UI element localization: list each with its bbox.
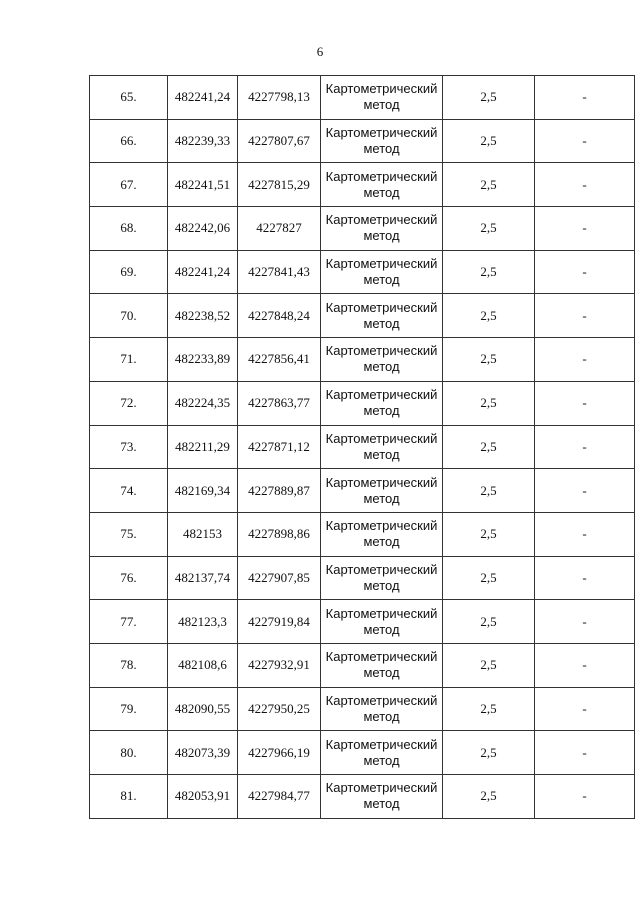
precision-cell: 2,5 (443, 512, 535, 556)
y-coordinate-cell: 4227907,85 (238, 556, 321, 600)
method-cell (321, 425, 443, 469)
y-coordinate-cell: 4227932,91 (238, 643, 321, 687)
method-cell (321, 76, 443, 120)
y-coordinate-cell: 4227919,84 (238, 600, 321, 644)
table-row (90, 250, 635, 294)
method-cell (321, 556, 443, 600)
x-coordinate-cell: 482242,06 (168, 207, 238, 251)
x-coordinate-cell: 482073,39 (168, 731, 238, 775)
method-line-1: Картометрический (325, 387, 438, 403)
method-line-1: Картометрический (325, 561, 438, 577)
table-row (90, 687, 635, 731)
table-row (90, 600, 635, 644)
method-line-1: Картометрический (325, 518, 438, 534)
description-cell: - (535, 556, 635, 600)
point-number-cell: 77. (90, 600, 168, 644)
method-cell (321, 163, 443, 207)
method-line-2: метод (363, 446, 400, 462)
x-coordinate-cell: 482241,24 (168, 76, 238, 120)
description-cell: - (535, 250, 635, 294)
description-cell: - (535, 731, 635, 775)
description-cell: - (535, 512, 635, 556)
method-line-2: метод (363, 141, 400, 157)
method-line-2: метод (363, 315, 400, 331)
precision-cell: 2,5 (443, 207, 535, 251)
point-number-cell: 76. (90, 556, 168, 600)
y-coordinate-cell: 4227966,19 (238, 731, 321, 775)
x-coordinate-cell: 482241,24 (168, 250, 238, 294)
description-cell: - (535, 600, 635, 644)
table-row (90, 425, 635, 469)
method-line-2: метод (363, 359, 400, 375)
description-cell: - (535, 207, 635, 251)
method-line-2: метод (363, 97, 400, 113)
precision-cell: 2,5 (443, 687, 535, 731)
method-line-2: метод (363, 708, 400, 724)
table-row (90, 294, 635, 338)
point-number-cell: 66. (90, 119, 168, 163)
method-line-1: Картометрический (325, 736, 438, 752)
description-cell: - (535, 119, 635, 163)
y-coordinate-cell: 4227871,12 (238, 425, 321, 469)
x-coordinate-cell: 482238,52 (168, 294, 238, 338)
method-cell (321, 731, 443, 775)
method-line-2: метод (363, 752, 400, 768)
precision-cell: 2,5 (443, 338, 535, 382)
method-line-1: Картометрический (325, 343, 438, 359)
x-coordinate-cell: 482211,29 (168, 425, 238, 469)
table-row (90, 512, 635, 556)
x-coordinate-cell: 482169,34 (168, 469, 238, 513)
method-line-1: Картометрический (325, 780, 438, 796)
method-cell (321, 338, 443, 382)
y-coordinate-cell: 4227889,87 (238, 469, 321, 513)
y-coordinate-cell: 4227950,25 (238, 687, 321, 731)
table-row (90, 338, 635, 382)
method-line-2: метод (363, 490, 400, 506)
y-coordinate-cell: 4227848,24 (238, 294, 321, 338)
x-coordinate-cell: 482153 (168, 512, 238, 556)
table-row (90, 469, 635, 513)
method-line-2: метод (363, 665, 400, 681)
method-line-2: метод (363, 796, 400, 812)
point-number-cell: 80. (90, 731, 168, 775)
precision-cell: 2,5 (443, 250, 535, 294)
coordinates-table-body (90, 76, 635, 819)
description-cell: - (535, 775, 635, 819)
method-cell (321, 381, 443, 425)
point-number-cell: 78. (90, 643, 168, 687)
y-coordinate-cell: 4227798,13 (238, 76, 321, 120)
precision-cell: 2,5 (443, 163, 535, 207)
x-coordinate-cell: 482123,3 (168, 600, 238, 644)
method-line-1: Картометрический (325, 256, 438, 272)
page-number: 6 (316, 44, 324, 59)
description-cell: - (535, 469, 635, 513)
method-cell (321, 294, 443, 338)
point-number-cell: 65. (90, 76, 168, 120)
method-line-1: Картометрический (325, 430, 438, 446)
y-coordinate-cell: 4227984,77 (238, 775, 321, 819)
method-line-1: Картометрический (325, 168, 438, 184)
description-cell: - (535, 381, 635, 425)
precision-cell: 2,5 (443, 731, 535, 775)
description-cell: - (535, 163, 635, 207)
precision-cell: 2,5 (443, 294, 535, 338)
x-coordinate-cell: 482090,55 (168, 687, 238, 731)
y-coordinate-cell: 4227841,43 (238, 250, 321, 294)
precision-cell: 2,5 (443, 775, 535, 819)
method-line-1: Картометрический (325, 81, 438, 97)
x-coordinate-cell: 482137,74 (168, 556, 238, 600)
method-line-2: метод (363, 403, 400, 419)
point-number-cell: 70. (90, 294, 168, 338)
table-row (90, 119, 635, 163)
method-line-1: Картометрический (325, 125, 438, 141)
y-coordinate-cell: 4227807,67 (238, 119, 321, 163)
point-number-cell: 74. (90, 469, 168, 513)
x-coordinate-cell: 482233,89 (168, 338, 238, 382)
coordinates-table (89, 75, 635, 819)
precision-cell: 2,5 (443, 381, 535, 425)
description-cell: - (535, 294, 635, 338)
method-cell (321, 512, 443, 556)
precision-cell: 2,5 (443, 119, 535, 163)
method-line-2: метод (363, 228, 400, 244)
method-line-2: метод (363, 621, 400, 637)
precision-cell: 2,5 (443, 556, 535, 600)
method-line-1: Картометрический (325, 474, 438, 490)
x-coordinate-cell: 482108,6 (168, 643, 238, 687)
point-number-cell: 79. (90, 687, 168, 731)
table-row (90, 556, 635, 600)
method-cell (321, 600, 443, 644)
method-line-1: Картометрический (325, 692, 438, 708)
y-coordinate-cell: 4227827 (238, 207, 321, 251)
description-cell: - (535, 643, 635, 687)
description-cell: - (535, 76, 635, 120)
y-coordinate-cell: 4227898,86 (238, 512, 321, 556)
y-coordinate-cell: 4227856,41 (238, 338, 321, 382)
y-coordinate-cell: 4227863,77 (238, 381, 321, 425)
table-row (90, 76, 635, 120)
point-number-cell: 69. (90, 250, 168, 294)
precision-cell: 2,5 (443, 76, 535, 120)
method-line-1: Картометрический (325, 212, 438, 228)
x-coordinate-cell: 482239,33 (168, 119, 238, 163)
method-cell (321, 469, 443, 513)
method-line-2: метод (363, 534, 400, 550)
method-cell (321, 207, 443, 251)
description-cell: - (535, 425, 635, 469)
method-line-1: Картометрический (325, 299, 438, 315)
point-number-cell: 73. (90, 425, 168, 469)
method-cell (321, 250, 443, 294)
method-line-2: метод (363, 272, 400, 288)
method-line-1: Картометрический (325, 649, 438, 665)
point-number-cell: 68. (90, 207, 168, 251)
method-line-2: метод (363, 577, 400, 593)
precision-cell: 2,5 (443, 643, 535, 687)
method-cell (321, 687, 443, 731)
method-line-2: метод (363, 184, 400, 200)
method-cell (321, 775, 443, 819)
description-cell: - (535, 338, 635, 382)
description-cell: - (535, 687, 635, 731)
x-coordinate-cell: 482241,51 (168, 163, 238, 207)
table-row (90, 775, 635, 819)
table-row (90, 163, 635, 207)
x-coordinate-cell: 482053,91 (168, 775, 238, 819)
point-number-cell: 67. (90, 163, 168, 207)
precision-cell: 2,5 (443, 469, 535, 513)
y-coordinate-cell: 4227815,29 (238, 163, 321, 207)
table-row (90, 643, 635, 687)
table-row (90, 731, 635, 775)
point-number-cell: 75. (90, 512, 168, 556)
method-cell (321, 119, 443, 163)
method-cell (321, 643, 443, 687)
method-line-1: Картометрический (325, 605, 438, 621)
table-row (90, 207, 635, 251)
point-number-cell: 81. (90, 775, 168, 819)
precision-cell: 2,5 (443, 600, 535, 644)
precision-cell: 2,5 (443, 425, 535, 469)
table-row (90, 381, 635, 425)
x-coordinate-cell: 482224,35 (168, 381, 238, 425)
point-number-cell: 72. (90, 381, 168, 425)
point-number-cell: 71. (90, 338, 168, 382)
